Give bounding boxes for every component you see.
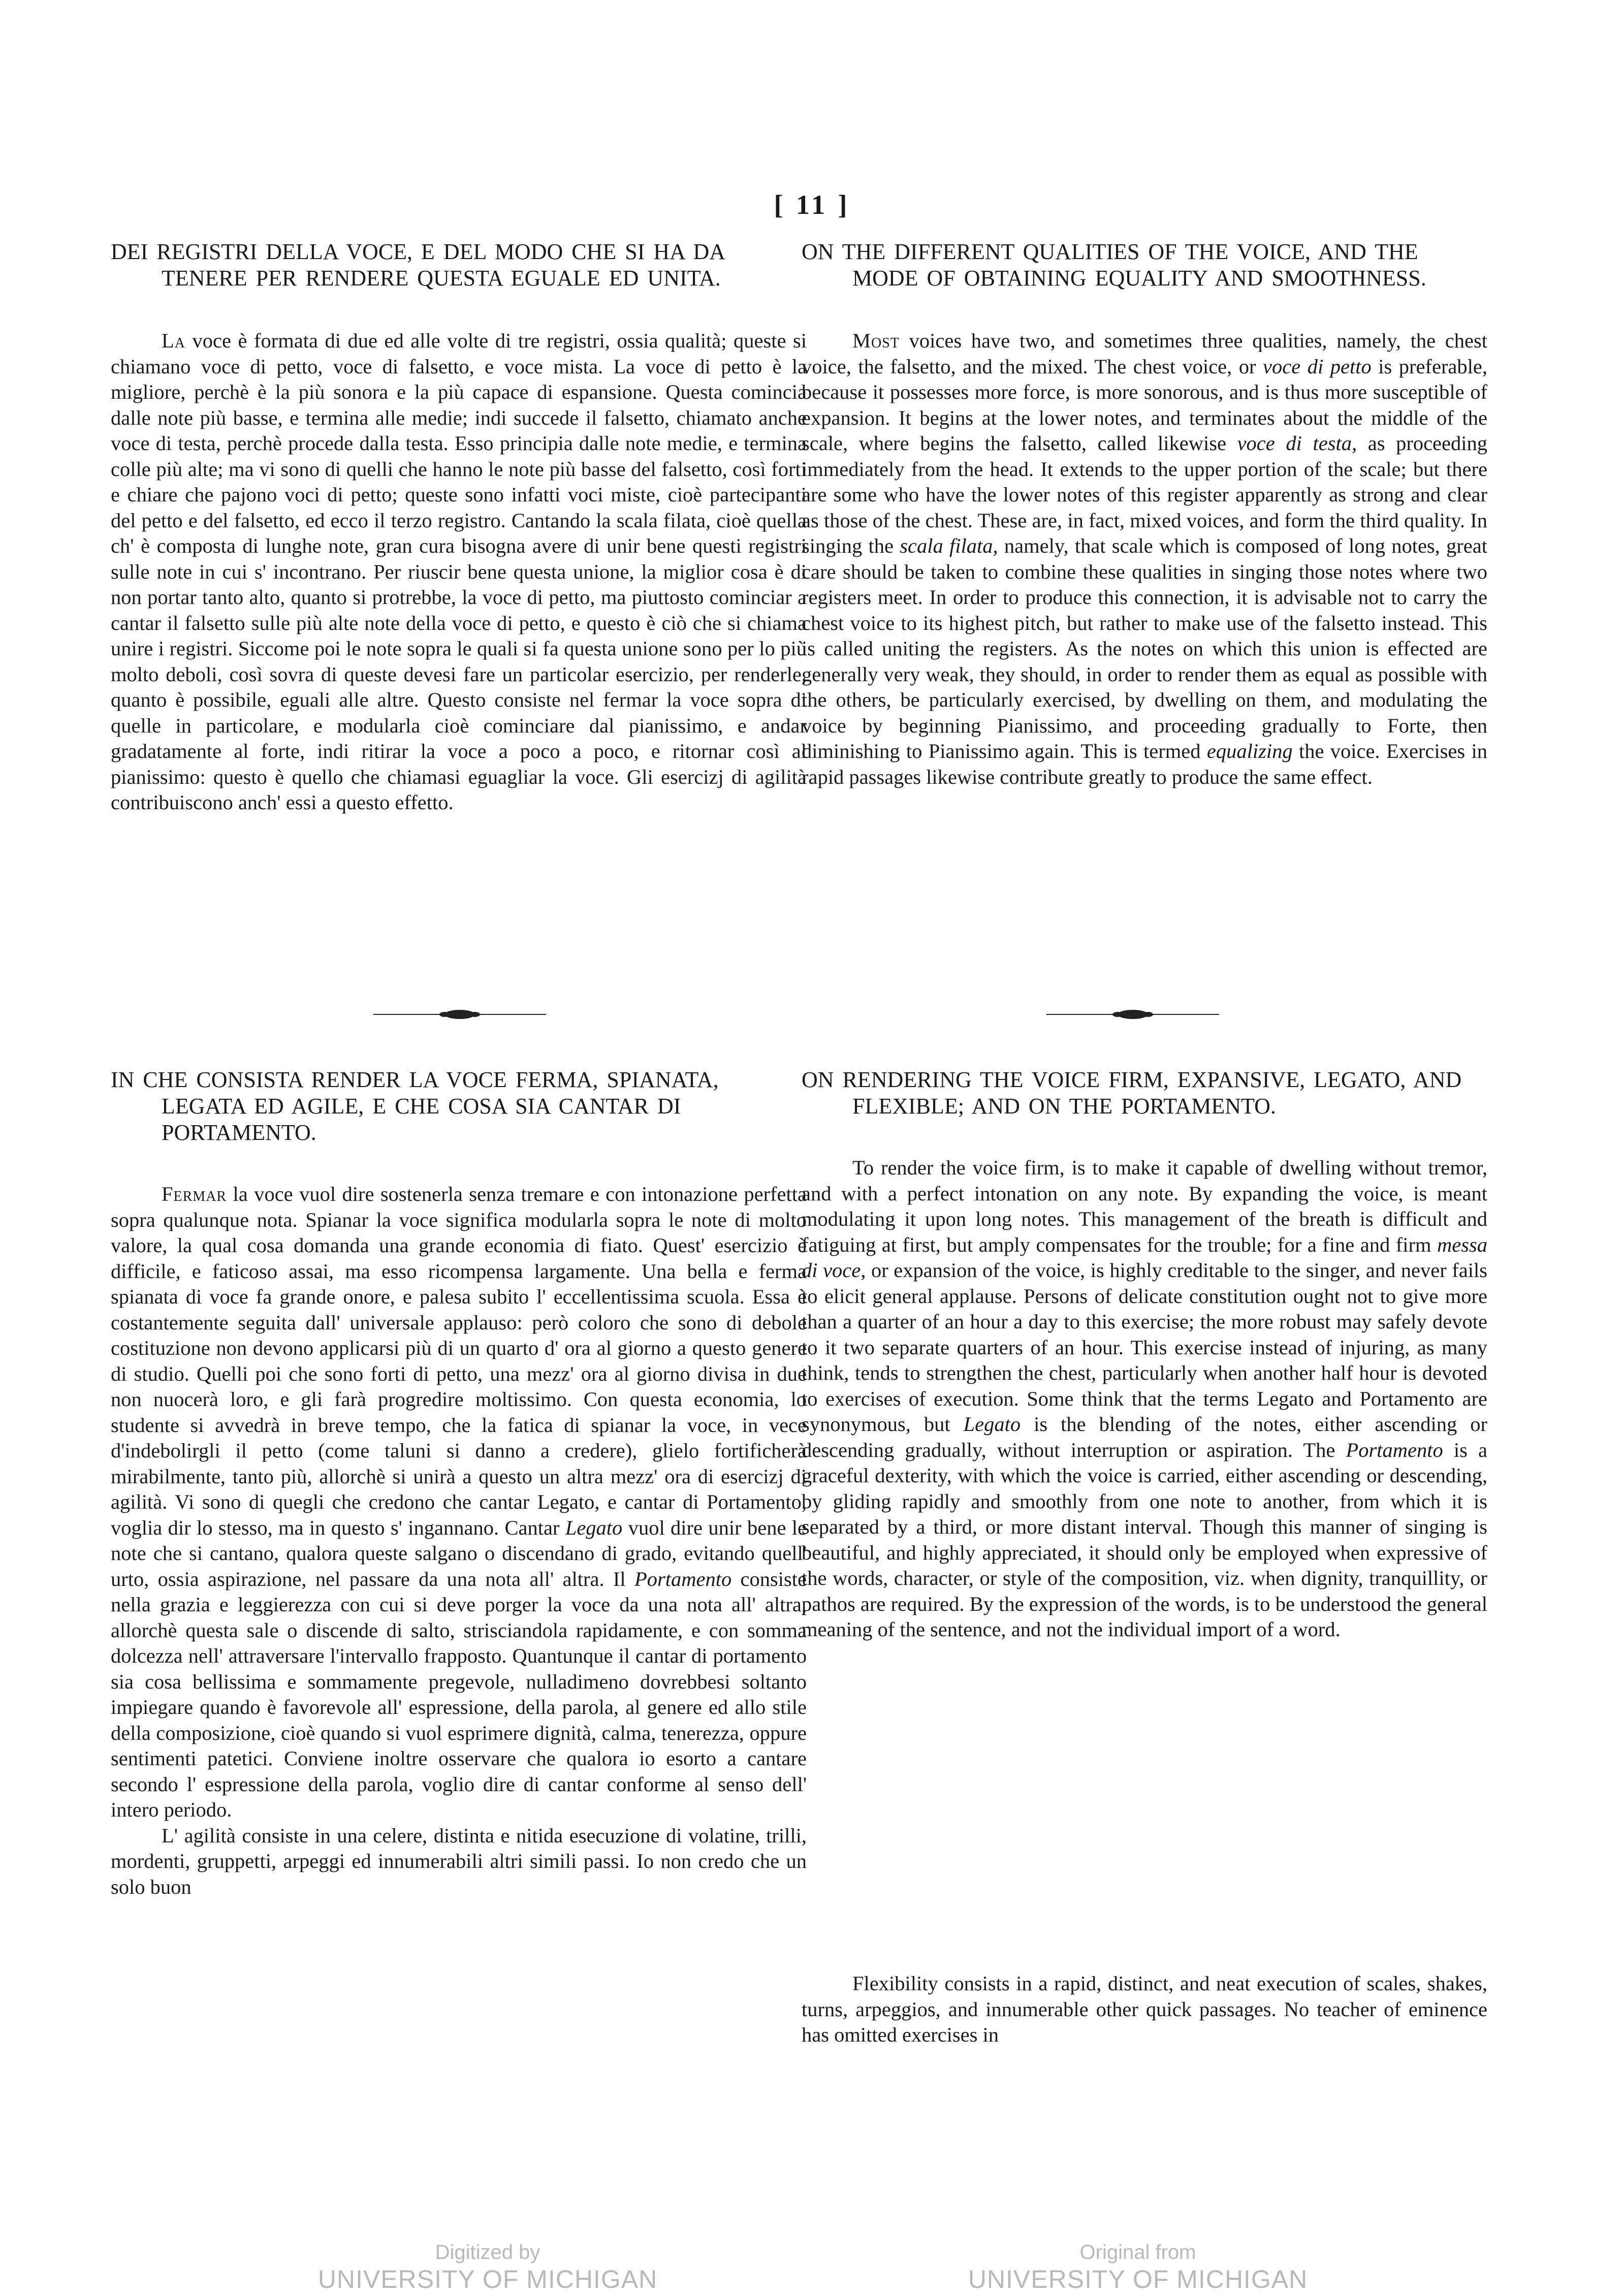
text-run: vuol dire unir bene le note che si cantano, qualora queste salgano o discendano di grado, evitando quell' urto, ossia aspirazione, nel passare da una nota all' altra. Il [111,1516,807,1590]
section-1-italian-body: voce è formata di due ed alle volte di tre registri, ossia qualità; queste si chiamano voce di petto, voce di falsetto, e voce mista. La voce di petto è la migliore, perchè è la più sonora e la più capace di espansione. Questa comincia dalle note più basse, e termina alle medie; indi succede il falsetto, chiamato anche voce di testa, perchè procede dalla testa. Esso principia dalle note medie, e termina colle più alte; ma vi sono di quelli che hanno le note più basse del falsetto, così forti e chiare che pajono voci di petto; queste sono infatti voci miste, cioè partecipanti del petto e del falsetto, ed ecco il terzo registro. Cantando la scala filata, cioè quella ch' è composta di lunghe note, gran cura bisogna avere di unir bene questi registri sulle note in cui s' incontrano. Per riuscir bene questa unione, la miglior cosa è di non portar tanto alto, quanto si protrebbe, la voce di petto, ma piuttosto cominciar a cantar il falsetto sulle più alte note della voce di petto, e questo è ciò che si chiama unire i registri. Siccome poi le note sopra le quali si fa questa unione sono per lo più molto deboli, così sovra di queste devesi fare un particolar esercizio, per renderle, quanto è possibile, eguali alle altre. Questo consiste nel fermar la voce sopra di quelle in particolare, e modularla cioè cominciare dal pianissimo, e andar gradatamente al forte, indi ritirar la voce a poco a poco, e ritornar così al pianissimo: questo è quello che chiamasi eguagliar la voce. Gli esercizj di agilità contribuiscono anch' essi a questo effetto. [111,329,807,814]
italic-term: voce di testa, [1237,432,1357,455]
text-run: voices have two, and sometimes three qualities, namely, the chest voice, the falsetto, and the mixed. The chest voice, or [802,329,1488,378]
italic-term: Portamento [1346,1438,1443,1461]
section-2-english-paragraph-2: Flexibility consists in a rapid, distinct, and neat execution of scales, shakes, turns, arpeggios, and innumerable other quick passages. No teacher of eminence has omitted exercises in [802,1972,1487,2046]
section-2-italian-paragraph-1 [111,1182,807,1823]
text-run: namely, that scale which is composed of long notes, great care should be taken to combine these qualities in singing those notes where two registers meet. In order to produce this connection, it is advisable not to carry the chest voice to its highest pitch, but rather to make use of the falsetto instead. This is called uniting the registers. As the notes on which this union is effected are generally very weak, they should, in order to render them as equal as possible with the others, be particularly exercised, by dwelling on them, and modulating the voice by beginning Pianissimo, and proceeding gradually to Forte, then diminishing to Pianissimo again. This is termed [802,534,1487,762]
ornamental-divider-right [1046,1008,1219,1021]
section-2-italian-heading: IN CHE CONSISTA RENDER LA VOCE FERMA, SPIANATA, LEGATA ED AGILE, E CHE COSA SIA CANTAR DI PORTAMENTO. [111,1067,719,1145]
text-run: or expansion of the voice, is highly creditable to the singer, and never fails to elicit general applause. Persons of delicate constitution ought not to give more than a quarter of an hour a day to this exercise; the more robust may safely devote to it two separate quarters of an hour. This exercise instead of injuring, as many think, tends to strengthen the chest, particularly when another half hour is devoted to exercises of execution. Some think that the terms Legato and Portamento are synonymous, but [802,1259,1487,1436]
italic-term: scala filata, [900,534,998,557]
text-run: To render the voice firm, is to make it capable of dwelling without tremor, and with a perfect intonation on any note. By expanding the voice, is meant modulating it upon long notes. This management of the breath is difficult and fatiguing at first, but amply compensates for the trouble; for a fine and firm [802,1156,1487,1256]
section-1-english-heading: ON THE DIFFERENT QUALITIES OF THE VOICE, AND THE MODE OF OBTAINING EQUALITY AND SMOOTHNESS. [802,239,1426,291]
section-2-english-heading: ON RENDERING THE VOICE FIRM, EXPANSIVE, LEGATO, AND FLEXIBLE; AND ON THE PORTAMENTO. [802,1067,1462,1119]
text-run: the voice. Exercises in rapid passages likewise contribute greatly to produce the same effect. [802,740,1487,788]
section-1-english-lead: Most [852,329,900,352]
section-1-italian-heading: DEI REGISTRI DELLA VOCE, E DEL MODO CHE SI HA DA TENERE PER RENDERE QUESTA EGUALE ED UNITA. [111,239,724,291]
text-run: is a graceful dexterity, with which the voice is carried, either ascending or descending, by gliding rapidly and smoothly from one note to another, from which it is separated by a third, or more distant interval. Though this manner of singing is beautiful, and highly appreciated, it should only be employed when expressive of the words, character, or style of the composition, viz. when dignity, tranquillity, or pathos are required. By the expression of the words, is to be understood the general meaning of the sentence, and not the individual import of a word. [802,1438,1487,1641]
text-run: is the blending of the notes, either ascending or descending gradually, without interruption or aspiration. The [802,1413,1488,1461]
footer-original-label: Original from [1079,2241,1196,2264]
section-1-english [802,239,1487,790]
italic-term: equalizing [1206,740,1293,762]
footer-original [935,2240,1341,2294]
text-run: as proceeding immediately from the head. It extends to the upper portion of the scale; but there are some who have the lower notes of this register apparently as strong and clear as those of the chest. These are, in fact, mixed voices, and form the third quality. In singing the [802,432,1488,557]
italic-term: Portamento [634,1567,732,1590]
footer-original-institution: UNIVERSITY OF MICHIGAN [968,2265,1308,2293]
section-1-italian [111,239,807,816]
italic-term: Legato [963,1413,1021,1436]
text-run: la voce vuol dire sostenerla senza tremare e con intonazione perfetta sopra qualunque nota. Spianar la voce significa modularla sopra le note di molto valore, la qual cosa domanda una grande economia di fiato. Quest' esercizio è difficile, e faticoso assai, ma esso ricompensa largamente. Una bella e ferma spianata di voce fa grande onore, e palesa subito l' eccellentissima scuola. Essa è costantemente seguita dall' universale applauso: però coloro che sono di debole costituzione non devono applicarsi più di un quarto d' ora al giorno a questo genere di studio. Quelli poi che sono forti di petto, una mezz' ora al giorno divisa in due non nuocerà loro, e gli farà progredire moltissimo. Con questa economia, lo studente si avvedrà in breve tempo, che la fatica di spianar la voce, in vece d'indebolirgli il petto (come taluni si danno a credere), glielo fortificherà mirabilmente, tanto più, allorchè si unirà a questo un altra mezz' ora di esercizj di agilità. Vi sono di quegli che credono che cantar Legato, e cantar di Portamento, voglia dir lo stesso, ma in questo s' ingannano. Cantar [111,1183,807,1539]
section-2-english-continuation [802,1971,1487,2048]
ornament-icon [1046,1008,1219,1021]
italic-term: Legato [565,1516,623,1539]
footer-digitized [284,2240,691,2294]
footer-digitized-label: Digitized by [435,2241,540,2264]
section-2-italian-lead: Fermar [162,1183,227,1205]
section-2-english-paragraph-1 [802,1155,1487,1643]
ornament-icon [373,1008,546,1021]
text-run: consiste nella grazia e leggierezza con cui si deve porger la voce da una nota all' altra, allorchè questa sale o discende di salto, strisciandola rapidamente, e con somma dolcezza nell' attraversare l'intervallo frapposto. Quantunque il cantar di portamento sia cosa bellissima e sommamente pregevole, nulladimeno dovrebbesi soltanto impiegare quando è favorevole all' espressione, della parola, al genere ed allo stile della composizione, cioè quando si vuol esprimere dignità, calma, tenerezza, oppure sentimenti patetici. Conviene inoltre osservare che qualora io esorto a cantare secondo l' espressione della parola, voglio dire di cantar conforme al senso dell' intero periodo. [111,1567,807,1821]
section-1-italian-paragraph [111,328,807,816]
section-2-italian-paragraph-2: L' agilità consiste in una celere, distinta e nitida esecuzione di volatine, trilli, mordenti, gruppetti, arpeggi ed innumerabili altri simili passi. Io non credo che un solo buon [111,1824,807,1898]
ornamental-divider-left [373,1008,546,1021]
section-1-english-paragraph [802,328,1487,790]
section-1-italian-lead: La [162,329,185,352]
section-2-italian [111,1067,807,1900]
page-number: [ 11 ] [774,189,850,220]
italic-term: voce di petto [1263,355,1372,378]
text-run: is preferable, because it possesses more force, is more sonorous, and is thus more susceptible of expansion. It begins at the lower notes, and terminates about the middle of the scale, where begins the falsetto, called likewise [802,355,1488,455]
footer-digitized-institution: UNIVERSITY OF MICHIGAN [317,2265,658,2293]
section-2-english [802,1067,1487,1643]
italic-term: messa di voce, [802,1233,1488,1282]
